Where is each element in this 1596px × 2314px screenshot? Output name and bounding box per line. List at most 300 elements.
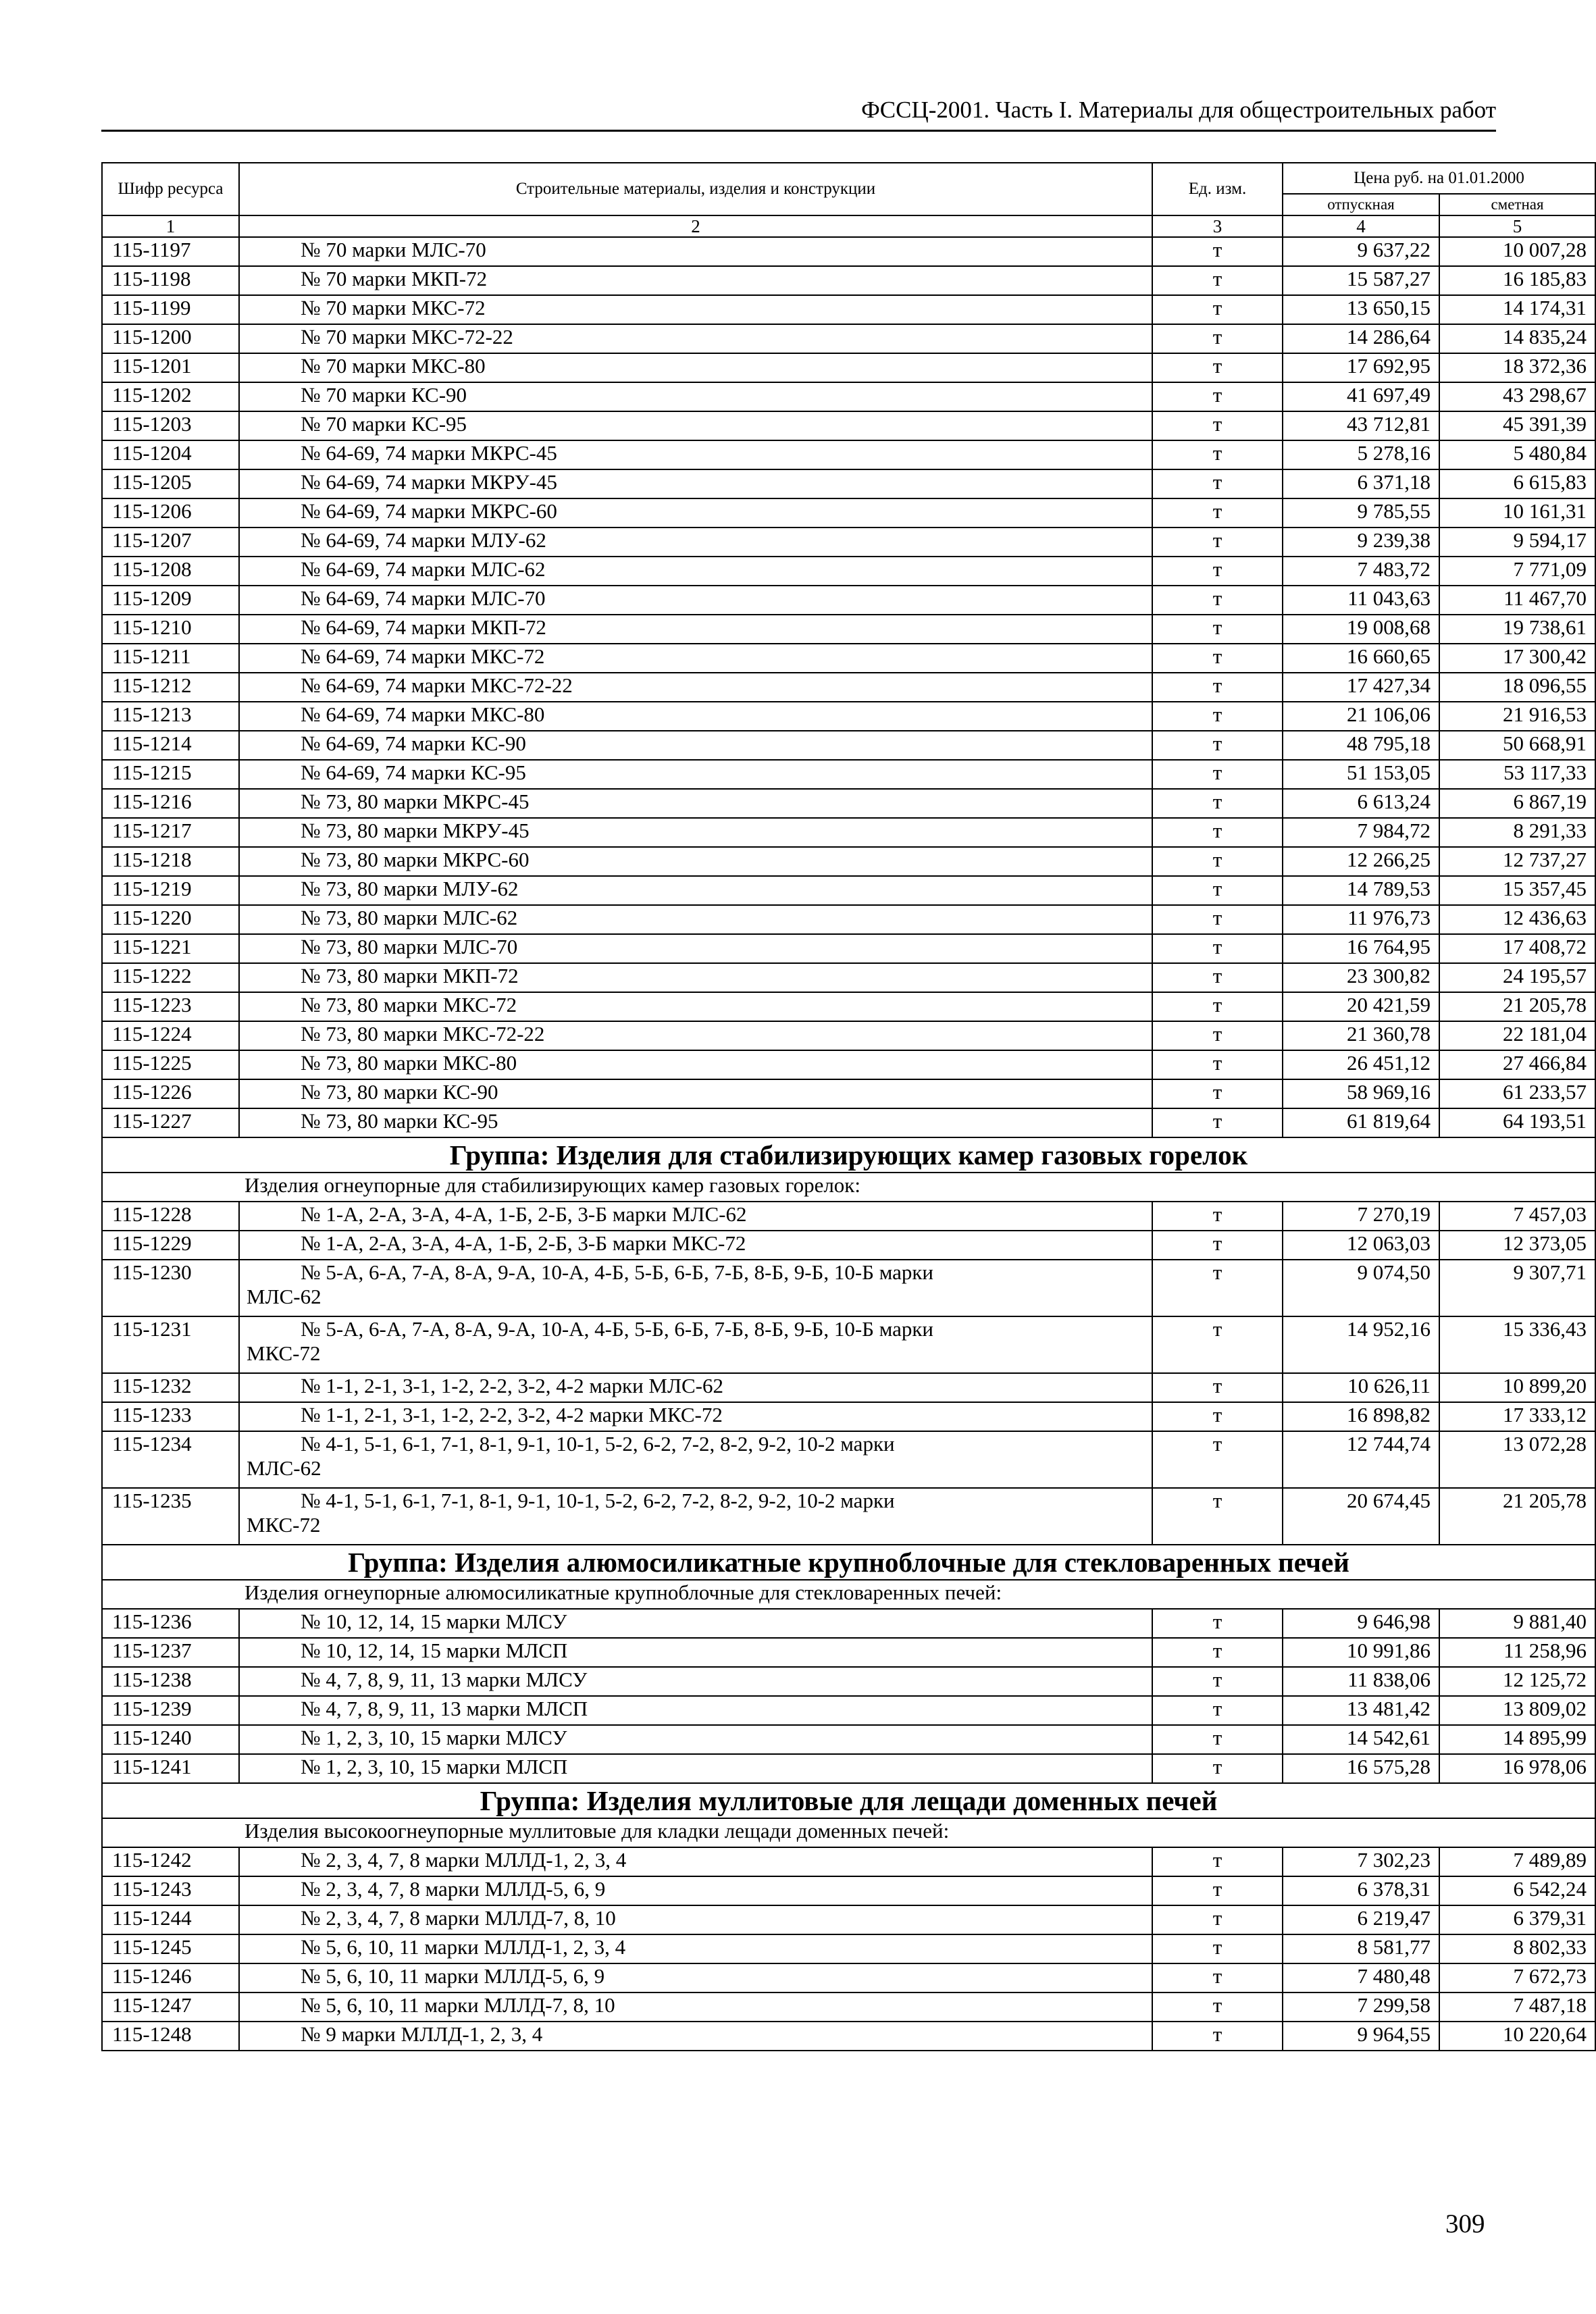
release-price: 43 712,81 bbox=[1283, 411, 1439, 440]
estimate-price: 9 881,40 bbox=[1439, 1609, 1595, 1638]
release-price: 9 074,50 bbox=[1283, 1260, 1439, 1316]
material-name-line: № 73, 80 марки МЛС-62 bbox=[301, 906, 518, 929]
material-name bbox=[239, 1260, 1152, 1316]
release-price: 7 270,19 bbox=[1283, 1202, 1439, 1231]
release-price: 12 744,74 bbox=[1283, 1431, 1439, 1488]
unit: т bbox=[1152, 702, 1283, 731]
material-name-line: № 73, 80 марки МКРУ-45 bbox=[301, 819, 530, 842]
material-name bbox=[239, 963, 1152, 992]
material-name bbox=[239, 1876, 1152, 1905]
column-header-estimate: сметная bbox=[1439, 194, 1595, 215]
estimate-price: 22 181,04 bbox=[1439, 1021, 1595, 1050]
estimate-price: 13 809,02 bbox=[1439, 1696, 1595, 1725]
resource-code: 115-1239 bbox=[102, 1696, 239, 1725]
column-number: 5 bbox=[1439, 215, 1595, 237]
subgroup-heading: Изделия огнеупорные алюмосиликатные крупноблочные для стекловаренных печей: bbox=[102, 1580, 1595, 1609]
material-name bbox=[239, 1231, 1152, 1260]
material-name bbox=[239, 760, 1152, 789]
estimate-price: 11 258,96 bbox=[1439, 1638, 1595, 1667]
unit: т bbox=[1152, 1050, 1283, 1079]
material-name bbox=[239, 702, 1152, 731]
release-price: 6 219,47 bbox=[1283, 1905, 1439, 1934]
material-name-line: № 73, 80 марки МЛС-70 bbox=[301, 935, 518, 958]
estimate-price: 16 978,06 bbox=[1439, 1754, 1595, 1783]
material-name-line: № 10, 12, 14, 15 марки МЛСП bbox=[301, 1639, 568, 1662]
unit: т bbox=[1152, 1431, 1283, 1488]
unit: т bbox=[1152, 1202, 1283, 1231]
resource-code: 115-1247 bbox=[102, 1992, 239, 2022]
material-name-line: № 2, 3, 4, 7, 8 марки МЛЛД-1, 2, 3, 4 bbox=[301, 1848, 627, 1872]
resource-code: 115-1223 bbox=[102, 992, 239, 1021]
group-heading: Группа: Изделия для стабилизирующих камер газовых горелок bbox=[102, 1137, 1595, 1173]
table-row bbox=[102, 1638, 1595, 1667]
material-name bbox=[239, 1202, 1152, 1231]
resource-code: 115-1244 bbox=[102, 1905, 239, 1934]
resource-code: 115-1210 bbox=[102, 615, 239, 644]
unit: т bbox=[1152, 615, 1283, 644]
price-table bbox=[101, 162, 1596, 2051]
resource-code: 115-1208 bbox=[102, 557, 239, 586]
unit: т bbox=[1152, 1725, 1283, 1754]
material-name-line: № 70 марки МКС-72-22 bbox=[301, 325, 513, 349]
material-name-continuation: МКС-72 bbox=[247, 1513, 321, 1537]
resource-code: 115-1248 bbox=[102, 2022, 239, 2051]
estimate-price: 6 615,83 bbox=[1439, 469, 1595, 498]
material-name-line: № 70 марки КС-95 bbox=[301, 412, 467, 436]
material-name-line: № 64-69, 74 марки МКС-72-22 bbox=[301, 673, 573, 697]
resource-code: 115-1240 bbox=[102, 1725, 239, 1754]
unit: т bbox=[1152, 1079, 1283, 1108]
material-name-line: № 73, 80 марки КС-95 bbox=[301, 1109, 498, 1133]
table-row bbox=[102, 1667, 1595, 1696]
material-name-line: № 64-69, 74 марки МЛС-70 bbox=[301, 586, 546, 610]
release-price: 13 481,42 bbox=[1283, 1696, 1439, 1725]
material-name bbox=[239, 876, 1152, 905]
resource-code: 115-1226 bbox=[102, 1079, 239, 1108]
table-row bbox=[102, 1754, 1595, 1783]
material-name bbox=[239, 557, 1152, 586]
release-price: 9 637,22 bbox=[1283, 237, 1439, 266]
material-name bbox=[239, 1725, 1152, 1754]
resource-code: 115-1200 bbox=[102, 324, 239, 353]
material-name bbox=[239, 1050, 1152, 1079]
material-name-line: № 70 марки МКС-80 bbox=[301, 354, 486, 378]
table-row bbox=[102, 818, 1595, 847]
estimate-price: 18 372,36 bbox=[1439, 353, 1595, 382]
subgroup-heading-row bbox=[102, 1818, 1595, 1847]
table-row bbox=[102, 1202, 1595, 1231]
group-heading-row bbox=[102, 1545, 1595, 1580]
material-name bbox=[239, 847, 1152, 876]
resource-code: 115-1221 bbox=[102, 934, 239, 963]
table-row bbox=[102, 440, 1595, 469]
table-row bbox=[102, 1488, 1595, 1545]
unit: т bbox=[1152, 440, 1283, 469]
table-row bbox=[102, 1108, 1595, 1137]
table-row bbox=[102, 1609, 1595, 1638]
release-price: 20 421,59 bbox=[1283, 992, 1439, 1021]
material-name-line: № 1-1, 2-1, 3-1, 1-2, 2-2, 3-2, 4-2 марки МЛС-62 bbox=[301, 1374, 723, 1397]
release-price: 14 952,16 bbox=[1283, 1316, 1439, 1373]
table-row bbox=[102, 1963, 1595, 1992]
table-row bbox=[102, 1231, 1595, 1260]
resource-code: 115-1219 bbox=[102, 876, 239, 905]
material-name bbox=[239, 934, 1152, 963]
release-price: 11 043,63 bbox=[1283, 586, 1439, 615]
unit: т bbox=[1152, 847, 1283, 876]
estimate-price: 43 298,67 bbox=[1439, 382, 1595, 411]
table-row bbox=[102, 528, 1595, 557]
resource-code: 115-1246 bbox=[102, 1963, 239, 1992]
estimate-price: 7 489,89 bbox=[1439, 1847, 1595, 1876]
release-price: 12 063,03 bbox=[1283, 1231, 1439, 1260]
estimate-price: 21 916,53 bbox=[1439, 702, 1595, 731]
material-name-line: № 64-69, 74 марки КС-95 bbox=[301, 761, 526, 784]
material-name bbox=[239, 818, 1152, 847]
release-price: 7 483,72 bbox=[1283, 557, 1439, 586]
release-price: 9 239,38 bbox=[1283, 528, 1439, 557]
material-name-line: № 64-69, 74 марки МКС-72 bbox=[301, 644, 545, 668]
resource-code: 115-1232 bbox=[102, 1373, 239, 1402]
unit: т bbox=[1152, 324, 1283, 353]
material-name-line: № 1-А, 2-А, 3-А, 4-А, 1-Б, 2-Б, 3-Б марки МЛС-62 bbox=[301, 1202, 747, 1226]
resource-code: 115-1209 bbox=[102, 586, 239, 615]
unit: т bbox=[1152, 1638, 1283, 1667]
resource-code: 115-1214 bbox=[102, 731, 239, 760]
material-name bbox=[239, 731, 1152, 760]
unit: т bbox=[1152, 673, 1283, 702]
release-price: 12 266,25 bbox=[1283, 847, 1439, 876]
material-name-line: № 5, 6, 10, 11 марки МЛЛД-7, 8, 10 bbox=[301, 1993, 615, 2017]
material-name bbox=[239, 1021, 1152, 1050]
table-row bbox=[102, 1316, 1595, 1373]
release-price: 7 302,23 bbox=[1283, 1847, 1439, 1876]
unit: т bbox=[1152, 1696, 1283, 1725]
estimate-price: 5 480,84 bbox=[1439, 440, 1595, 469]
unit: т bbox=[1152, 1488, 1283, 1545]
release-price: 58 969,16 bbox=[1283, 1079, 1439, 1108]
table-row bbox=[102, 1021, 1595, 1050]
material-name-line: № 4-1, 5-1, 6-1, 7-1, 8-1, 9-1, 10-1, 5-2, 6-2, 7-2, 8-2, 9-2, 10-2 марки bbox=[301, 1432, 895, 1456]
estimate-price: 10 161,31 bbox=[1439, 498, 1595, 528]
subgroup-heading: Изделия высокоогнеупорные муллитовые для кладки лещади доменных печей: bbox=[102, 1818, 1595, 1847]
estimate-price: 6 542,24 bbox=[1439, 1876, 1595, 1905]
table-row bbox=[102, 760, 1595, 789]
estimate-price: 14 174,31 bbox=[1439, 295, 1595, 324]
estimate-price: 6 867,19 bbox=[1439, 789, 1595, 818]
table-row bbox=[102, 1260, 1595, 1316]
material-name bbox=[239, 615, 1152, 644]
resource-code: 115-1207 bbox=[102, 528, 239, 557]
table-header bbox=[102, 163, 1595, 237]
resource-code: 115-1245 bbox=[102, 1934, 239, 1963]
release-price: 48 795,18 bbox=[1283, 731, 1439, 760]
material-name bbox=[239, 1373, 1152, 1402]
resource-code: 115-1237 bbox=[102, 1638, 239, 1667]
unit: т bbox=[1152, 1609, 1283, 1638]
material-name-continuation: МКС-72 bbox=[247, 1341, 321, 1365]
unit: т bbox=[1152, 382, 1283, 411]
material-name-line: № 1-1, 2-1, 3-1, 1-2, 2-2, 3-2, 4-2 марки МКС-72 bbox=[301, 1403, 723, 1426]
resource-code: 115-1205 bbox=[102, 469, 239, 498]
estimate-price: 9 307,71 bbox=[1439, 1260, 1595, 1316]
material-name-line: № 4, 7, 8, 9, 11, 13 марки МЛСУ bbox=[301, 1668, 588, 1691]
release-price: 17 692,95 bbox=[1283, 353, 1439, 382]
release-price: 10 626,11 bbox=[1283, 1373, 1439, 1402]
material-name bbox=[239, 1696, 1152, 1725]
material-name bbox=[239, 295, 1152, 324]
page-header: ФССЦ-2001. Часть I. Материалы для общестроительных работ bbox=[101, 95, 1496, 132]
estimate-price: 7 457,03 bbox=[1439, 1202, 1595, 1231]
material-name bbox=[239, 905, 1152, 934]
resource-code: 115-1230 bbox=[102, 1260, 239, 1316]
column-header-name: Строительные материалы, изделия и конструкции bbox=[239, 163, 1152, 215]
material-name-line: № 70 марки МКП-72 bbox=[301, 267, 488, 290]
subgroup-heading-row bbox=[102, 1580, 1595, 1609]
release-price: 6 378,31 bbox=[1283, 1876, 1439, 1905]
estimate-price: 15 336,43 bbox=[1439, 1316, 1595, 1373]
table-row bbox=[102, 934, 1595, 963]
material-name bbox=[239, 1402, 1152, 1431]
release-price: 13 650,15 bbox=[1283, 295, 1439, 324]
unit: т bbox=[1152, 1934, 1283, 1963]
resource-code: 115-1222 bbox=[102, 963, 239, 992]
table-row bbox=[102, 905, 1595, 934]
unit: т bbox=[1152, 789, 1283, 818]
material-name bbox=[239, 528, 1152, 557]
table-row bbox=[102, 1696, 1595, 1725]
material-name-line: № 73, 80 марки МКС-72 bbox=[301, 993, 517, 1017]
estimate-price: 24 195,57 bbox=[1439, 963, 1595, 992]
resource-code: 115-1233 bbox=[102, 1402, 239, 1431]
resource-code: 115-1217 bbox=[102, 818, 239, 847]
resource-code: 115-1201 bbox=[102, 353, 239, 382]
material-name bbox=[239, 1488, 1152, 1545]
release-price: 14 286,64 bbox=[1283, 324, 1439, 353]
material-name bbox=[239, 1847, 1152, 1876]
resource-code: 115-1231 bbox=[102, 1316, 239, 1373]
release-price: 14 789,53 bbox=[1283, 876, 1439, 905]
unit: т bbox=[1152, 237, 1283, 266]
unit: т bbox=[1152, 731, 1283, 760]
material-name bbox=[239, 2022, 1152, 2051]
resource-code: 115-1202 bbox=[102, 382, 239, 411]
release-price: 14 542,61 bbox=[1283, 1725, 1439, 1754]
table-row bbox=[102, 237, 1595, 266]
group-heading: Группа: Изделия муллитовые для лещади доменных печей bbox=[102, 1783, 1595, 1818]
table-row bbox=[102, 1992, 1595, 2022]
resource-code: 115-1227 bbox=[102, 1108, 239, 1137]
group-heading-row bbox=[102, 1137, 1595, 1173]
unit: т bbox=[1152, 1231, 1283, 1260]
resource-code: 115-1204 bbox=[102, 440, 239, 469]
estimate-price: 27 466,84 bbox=[1439, 1050, 1595, 1079]
resource-code: 115-1241 bbox=[102, 1754, 239, 1783]
table-row bbox=[102, 1050, 1595, 1079]
resource-code: 115-1212 bbox=[102, 673, 239, 702]
estimate-price: 53 117,33 bbox=[1439, 760, 1595, 789]
estimate-price: 64 193,51 bbox=[1439, 1108, 1595, 1137]
estimate-price: 21 205,78 bbox=[1439, 992, 1595, 1021]
release-price: 16 764,95 bbox=[1283, 934, 1439, 963]
release-price: 41 697,49 bbox=[1283, 382, 1439, 411]
material-name bbox=[239, 1609, 1152, 1638]
material-name-line: № 1, 2, 3, 10, 15 марки МЛСП bbox=[301, 1755, 568, 1778]
estimate-price: 21 205,78 bbox=[1439, 1488, 1595, 1545]
material-name bbox=[239, 673, 1152, 702]
material-name-line: № 70 марки КС-90 bbox=[301, 383, 467, 407]
material-name bbox=[239, 1079, 1152, 1108]
release-price: 7 299,58 bbox=[1283, 1992, 1439, 2022]
unit: т bbox=[1152, 586, 1283, 615]
material-name-line: № 5-А, 6-А, 7-А, 8-А, 9-А, 10-А, 4-Б, 5-Б, 6-Б, 7-Б, 8-Б, 9-Б, 10-Б марки bbox=[301, 1317, 934, 1341]
estimate-price: 12 436,63 bbox=[1439, 905, 1595, 934]
release-price: 7 984,72 bbox=[1283, 818, 1439, 847]
estimate-price: 8 291,33 bbox=[1439, 818, 1595, 847]
release-price: 19 008,68 bbox=[1283, 615, 1439, 644]
unit: т bbox=[1152, 934, 1283, 963]
material-name-line: № 4-1, 5-1, 6-1, 7-1, 8-1, 9-1, 10-1, 5-2, 6-2, 7-2, 8-2, 9-2, 10-2 марки bbox=[301, 1489, 895, 1512]
unit: т bbox=[1152, 1316, 1283, 1373]
material-name bbox=[239, 469, 1152, 498]
table-row bbox=[102, 1725, 1595, 1754]
estimate-price: 8 802,33 bbox=[1439, 1934, 1595, 1963]
resource-code: 115-1216 bbox=[102, 789, 239, 818]
material-name bbox=[239, 1905, 1152, 1934]
estimate-price: 17 333,12 bbox=[1439, 1402, 1595, 1431]
table-row bbox=[102, 382, 1595, 411]
unit: т bbox=[1152, 992, 1283, 1021]
resource-code: 115-1220 bbox=[102, 905, 239, 934]
release-price: 17 427,34 bbox=[1283, 673, 1439, 702]
material-name-line: № 1, 2, 3, 10, 15 марки МЛСУ bbox=[301, 1726, 567, 1749]
release-price: 16 575,28 bbox=[1283, 1754, 1439, 1783]
release-price: 16 898,82 bbox=[1283, 1402, 1439, 1431]
resource-code: 115-1238 bbox=[102, 1667, 239, 1696]
unit: т bbox=[1152, 876, 1283, 905]
resource-code: 115-1228 bbox=[102, 1202, 239, 1231]
resource-code: 115-1243 bbox=[102, 1876, 239, 1905]
unit: т bbox=[1152, 1963, 1283, 1992]
release-price: 23 300,82 bbox=[1283, 963, 1439, 992]
unit: т bbox=[1152, 469, 1283, 498]
table-row bbox=[102, 1876, 1595, 1905]
page-number: 309 bbox=[1445, 2209, 1485, 2238]
material-name-line: № 73, 80 марки КС-90 bbox=[301, 1080, 498, 1104]
material-name-line: № 2, 3, 4, 7, 8 марки МЛЛД-7, 8, 10 bbox=[301, 1906, 616, 1930]
table-row bbox=[102, 644, 1595, 673]
release-price: 5 278,16 bbox=[1283, 440, 1439, 469]
estimate-price: 18 096,55 bbox=[1439, 673, 1595, 702]
table-row bbox=[102, 673, 1595, 702]
table-row bbox=[102, 353, 1595, 382]
resource-code: 115-1224 bbox=[102, 1021, 239, 1050]
material-name-continuation: МЛС-62 bbox=[247, 1456, 321, 1480]
material-name bbox=[239, 789, 1152, 818]
table-row bbox=[102, 876, 1595, 905]
table-row bbox=[102, 557, 1595, 586]
column-number: 4 bbox=[1283, 215, 1439, 237]
estimate-price: 11 467,70 bbox=[1439, 586, 1595, 615]
material-name-line: № 5, 6, 10, 11 марки МЛЛД-5, 6, 9 bbox=[301, 1964, 605, 1988]
material-name bbox=[239, 237, 1152, 266]
material-name bbox=[239, 644, 1152, 673]
group-heading-row bbox=[102, 1783, 1595, 1818]
resource-code: 115-1215 bbox=[102, 760, 239, 789]
unit: т bbox=[1152, 528, 1283, 557]
material-name bbox=[239, 266, 1152, 295]
unit: т bbox=[1152, 557, 1283, 586]
material-name-line: № 64-69, 74 марки КС-90 bbox=[301, 731, 526, 755]
estimate-price: 13 072,28 bbox=[1439, 1431, 1595, 1488]
unit: т bbox=[1152, 1667, 1283, 1696]
resource-code: 115-1235 bbox=[102, 1488, 239, 1545]
resource-code: 115-1198 bbox=[102, 266, 239, 295]
table-row bbox=[102, 324, 1595, 353]
material-name-line: № 64-69, 74 марки МКРС-45 bbox=[301, 441, 557, 465]
column-header-code: Шифр ресурса bbox=[102, 163, 239, 215]
material-name-line: № 70 марки МКС-72 bbox=[301, 296, 486, 319]
unit: т bbox=[1152, 2022, 1283, 2051]
release-price: 20 674,45 bbox=[1283, 1488, 1439, 1545]
column-header-release: отпускная bbox=[1283, 194, 1439, 215]
table-row bbox=[102, 2022, 1595, 2051]
material-name bbox=[239, 353, 1152, 382]
table-row bbox=[102, 731, 1595, 760]
material-name bbox=[239, 498, 1152, 528]
material-name-line: № 4, 7, 8, 9, 11, 13 марки МЛСП bbox=[301, 1697, 588, 1720]
table-row bbox=[102, 586, 1595, 615]
material-name bbox=[239, 1638, 1152, 1667]
unit: т bbox=[1152, 1992, 1283, 2022]
subgroup-heading: Изделия огнеупорные для стабилизирующих камер газовых горелок: bbox=[102, 1173, 1595, 1202]
unit: т bbox=[1152, 905, 1283, 934]
table-row bbox=[102, 295, 1595, 324]
unit: т bbox=[1152, 411, 1283, 440]
resource-code: 115-1199 bbox=[102, 295, 239, 324]
material-name bbox=[239, 411, 1152, 440]
table-row bbox=[102, 992, 1595, 1021]
table-row bbox=[102, 498, 1595, 528]
estimate-price: 19 738,61 bbox=[1439, 615, 1595, 644]
material-name bbox=[239, 586, 1152, 615]
material-name bbox=[239, 382, 1152, 411]
material-name bbox=[239, 1992, 1152, 2022]
release-price: 9 964,55 bbox=[1283, 2022, 1439, 2051]
unit: т bbox=[1152, 1402, 1283, 1431]
material-name bbox=[239, 992, 1152, 1021]
material-name-line: № 73, 80 марки МКС-72-22 bbox=[301, 1022, 545, 1046]
table-row bbox=[102, 266, 1595, 295]
table-row bbox=[102, 963, 1595, 992]
unit: т bbox=[1152, 818, 1283, 847]
table-row bbox=[102, 1373, 1595, 1402]
material-name-line: № 73, 80 марки МКРС-60 bbox=[301, 848, 530, 871]
material-name bbox=[239, 1316, 1152, 1373]
table-row bbox=[102, 469, 1595, 498]
release-price: 11 838,06 bbox=[1283, 1667, 1439, 1696]
material-name-line: № 64-69, 74 марки МКРУ-45 bbox=[301, 470, 557, 494]
release-price: 21 360,78 bbox=[1283, 1021, 1439, 1050]
estimate-price: 17 300,42 bbox=[1439, 644, 1595, 673]
resource-code: 115-1242 bbox=[102, 1847, 239, 1876]
estimate-price: 10 007,28 bbox=[1439, 237, 1595, 266]
material-name-line: № 9 марки МЛЛД-1, 2, 3, 4 bbox=[301, 2022, 543, 2046]
resource-code: 115-1236 bbox=[102, 1609, 239, 1638]
unit: т bbox=[1152, 1905, 1283, 1934]
table-row bbox=[102, 847, 1595, 876]
release-price: 16 660,65 bbox=[1283, 644, 1439, 673]
